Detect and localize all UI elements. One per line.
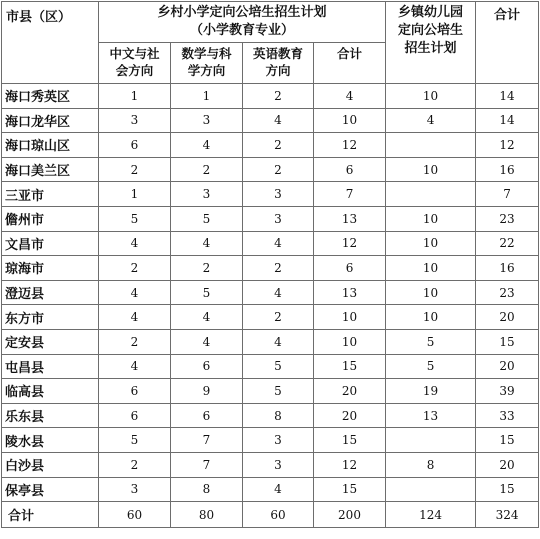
- chinese-count: 4: [99, 354, 171, 379]
- chinese-count: 4: [99, 305, 171, 330]
- kinder-count: [386, 428, 476, 453]
- county-name: 屯昌县: [2, 354, 99, 379]
- county-name: 乐东县: [2, 403, 99, 428]
- total-count: 15: [476, 428, 539, 453]
- footer-total: 324: [476, 502, 539, 528]
- county-name: 海口秀英区: [2, 84, 99, 109]
- total-count: 12: [476, 133, 539, 158]
- county-name: 海口琼山区: [2, 133, 99, 158]
- total-count: 15: [476, 477, 539, 502]
- math-count: 4: [171, 305, 243, 330]
- kinder-count: [386, 477, 476, 502]
- math-count: 2: [171, 256, 243, 281]
- footer-kinder: 124: [386, 502, 476, 528]
- enrollment-plan-table: [1, 1, 539, 528]
- kinder-count: 10: [386, 305, 476, 330]
- math-count: 5: [171, 206, 243, 231]
- county-name: 琼海市: [2, 256, 99, 281]
- header-subtotal: 合计: [314, 43, 386, 84]
- subtotal-count: 10: [314, 329, 386, 354]
- table-row: [2, 84, 539, 109]
- header-rural-primary-title: 乡村小学定向公培生招生计划: [157, 5, 327, 20]
- kinder-count: 10: [386, 84, 476, 109]
- header-math-line1: 数学与科: [181, 46, 232, 61]
- county-name: 白沙县: [2, 452, 99, 477]
- english-count: 2: [243, 256, 314, 281]
- chinese-count: 2: [99, 452, 171, 477]
- subtotal-count: 10: [314, 305, 386, 330]
- county-name: 海口美兰区: [2, 157, 99, 182]
- header-kinder-line1: 乡镇幼儿园: [398, 5, 464, 20]
- footer-english: 60: [243, 502, 314, 528]
- table-row: [2, 379, 539, 404]
- header-rural-primary-subtitle: （小学教育专业）: [190, 23, 295, 38]
- math-count: 4: [171, 329, 243, 354]
- header-chinese-social: [99, 43, 171, 84]
- kinder-count: 4: [386, 108, 476, 133]
- subtotal-count: 12: [314, 452, 386, 477]
- table-row: [2, 157, 539, 182]
- total-count: 16: [476, 157, 539, 182]
- header-english-line1: 英语教育: [252, 46, 303, 61]
- table-row: [2, 133, 539, 158]
- chinese-count: 2: [99, 157, 171, 182]
- kinder-count: 5: [386, 329, 476, 354]
- kinder-count: 13: [386, 403, 476, 428]
- kinder-count: 10: [386, 280, 476, 305]
- subtotal-count: 12: [314, 231, 386, 256]
- total-count: 20: [476, 354, 539, 379]
- county-name: 澄迈县: [2, 280, 99, 305]
- table-row: [2, 108, 539, 133]
- total-count: 23: [476, 206, 539, 231]
- chinese-count: 6: [99, 133, 171, 158]
- subtotal-count: 7: [314, 182, 386, 207]
- subtotal-count: 15: [314, 354, 386, 379]
- chinese-count: 2: [99, 329, 171, 354]
- table-row: [2, 206, 539, 231]
- math-count: 4: [171, 133, 243, 158]
- total-count: 15: [476, 329, 539, 354]
- header-rural-primary-plan: [99, 2, 386, 43]
- county-name: 儋州市: [2, 206, 99, 231]
- total-count: 20: [476, 305, 539, 330]
- math-count: 6: [171, 403, 243, 428]
- total-count: 33: [476, 403, 539, 428]
- header-kindergarten-plan: [386, 2, 476, 84]
- total-count: 16: [476, 256, 539, 281]
- math-count: 3: [171, 108, 243, 133]
- header-english-line2: 方向: [265, 63, 291, 78]
- subtotal-count: 13: [314, 206, 386, 231]
- header-math-line2: 学方向: [187, 63, 226, 78]
- chinese-count: 5: [99, 206, 171, 231]
- kinder-count: 8: [386, 452, 476, 477]
- english-count: 2: [243, 157, 314, 182]
- english-count: 4: [243, 477, 314, 502]
- english-count: 3: [243, 182, 314, 207]
- header-kinder-line2: 定向公培生: [398, 23, 464, 38]
- table-row: [2, 182, 539, 207]
- total-count: 7: [476, 182, 539, 207]
- english-count: 4: [243, 329, 314, 354]
- total-count: 14: [476, 84, 539, 109]
- english-count: 5: [243, 379, 314, 404]
- subtotal-count: 13: [314, 280, 386, 305]
- county-name: 定安县: [2, 329, 99, 354]
- chinese-count: 6: [99, 379, 171, 404]
- total-count: 14: [476, 108, 539, 133]
- total-count: 22: [476, 231, 539, 256]
- math-count: 3: [171, 182, 243, 207]
- english-count: 5: [243, 354, 314, 379]
- english-count: 2: [243, 133, 314, 158]
- table-row: [2, 231, 539, 256]
- subtotal-count: 15: [314, 428, 386, 453]
- subtotal-count: 6: [314, 157, 386, 182]
- header-math-science: [171, 43, 243, 84]
- subtotal-count: 6: [314, 256, 386, 281]
- table-row: [2, 354, 539, 379]
- subtotal-count: 20: [314, 379, 386, 404]
- kinder-count: [386, 182, 476, 207]
- table-row: [2, 403, 539, 428]
- math-count: 9: [171, 379, 243, 404]
- kinder-count: 5: [386, 354, 476, 379]
- chinese-count: 1: [99, 84, 171, 109]
- table-row: [2, 477, 539, 502]
- header-chinese-line2: 会方向: [115, 63, 154, 78]
- footer-chinese: 60: [99, 502, 171, 528]
- table-row: [2, 256, 539, 281]
- math-count: 4: [171, 231, 243, 256]
- footer-subtotal: 200: [314, 502, 386, 528]
- header-grand-total: 合计: [476, 2, 539, 84]
- county-name: 文昌市: [2, 231, 99, 256]
- kinder-count: [386, 133, 476, 158]
- table-body: [2, 84, 539, 502]
- english-count: 3: [243, 452, 314, 477]
- math-count: 1: [171, 84, 243, 109]
- table-row: [2, 280, 539, 305]
- kinder-count: 10: [386, 157, 476, 182]
- header-english-education: [243, 43, 314, 84]
- math-count: 8: [171, 477, 243, 502]
- subtotal-count: 10: [314, 108, 386, 133]
- total-count: 23: [476, 280, 539, 305]
- chinese-count: 6: [99, 403, 171, 428]
- county-name: 陵水县: [2, 428, 99, 453]
- header-chinese-line1: 中文与社: [109, 46, 160, 61]
- county-name: 东方市: [2, 305, 99, 330]
- county-name: 保亭县: [2, 477, 99, 502]
- footer-math: 80: [171, 502, 243, 528]
- english-count: 8: [243, 403, 314, 428]
- subtotal-count: 20: [314, 403, 386, 428]
- kinder-count: 10: [386, 256, 476, 281]
- math-count: 6: [171, 354, 243, 379]
- english-count: 3: [243, 428, 314, 453]
- math-count: 7: [171, 452, 243, 477]
- footer-label: 合计: [2, 502, 99, 528]
- county-name: 临高县: [2, 379, 99, 404]
- county-name: 三亚市: [2, 182, 99, 207]
- english-count: 4: [243, 108, 314, 133]
- table-row: [2, 428, 539, 453]
- english-count: 4: [243, 231, 314, 256]
- total-count: 20: [476, 452, 539, 477]
- kinder-count: 10: [386, 231, 476, 256]
- footer-total-row: [2, 502, 539, 528]
- math-count: 7: [171, 428, 243, 453]
- subtotal-count: 12: [314, 133, 386, 158]
- subtotal-count: 15: [314, 477, 386, 502]
- table-row: [2, 329, 539, 354]
- english-count: 3: [243, 206, 314, 231]
- english-count: 2: [243, 305, 314, 330]
- english-count: 2: [243, 84, 314, 109]
- chinese-count: 5: [99, 428, 171, 453]
- kinder-count: 19: [386, 379, 476, 404]
- math-count: 5: [171, 280, 243, 305]
- math-count: 2: [171, 157, 243, 182]
- chinese-count: 2: [99, 256, 171, 281]
- chinese-count: 3: [99, 108, 171, 133]
- header-county: 市县（区）: [2, 2, 99, 84]
- subtotal-count: 4: [314, 84, 386, 109]
- chinese-count: 4: [99, 231, 171, 256]
- english-count: 4: [243, 280, 314, 305]
- chinese-count: 4: [99, 280, 171, 305]
- table-row: [2, 305, 539, 330]
- kinder-count: 10: [386, 206, 476, 231]
- table-row: [2, 452, 539, 477]
- header-kinder-line3: 招生计划: [404, 41, 457, 56]
- county-name: 海口龙华区: [2, 108, 99, 133]
- chinese-count: 3: [99, 477, 171, 502]
- total-count: 39: [476, 379, 539, 404]
- chinese-count: 1: [99, 182, 171, 207]
